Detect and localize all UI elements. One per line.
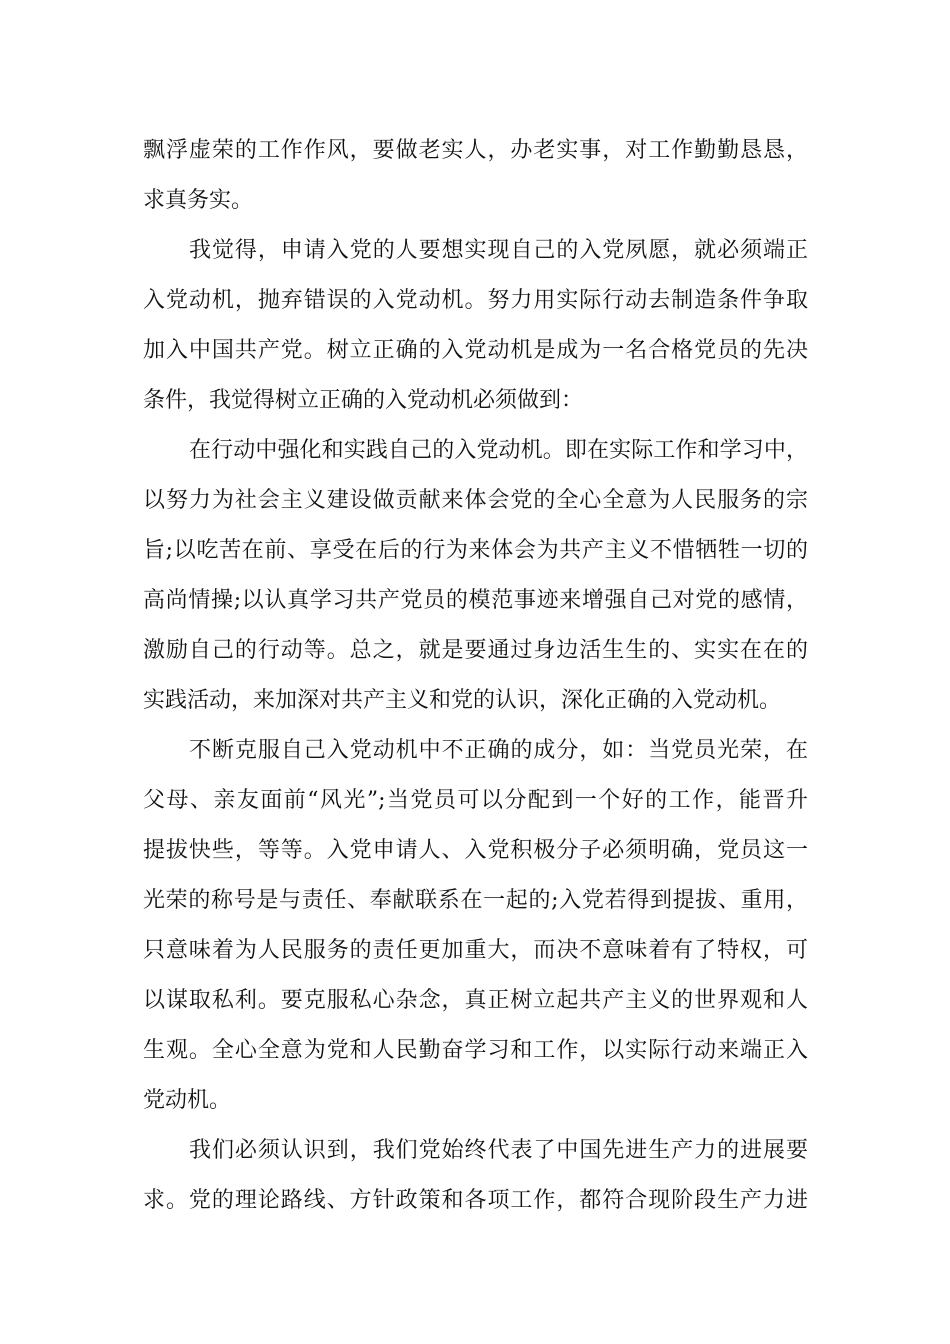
text-line: 只意味着为人民服务的责任更加重大，而决不意味着有了特权，可 <box>143 938 808 963</box>
text-line: 旨;以吃苦在前、享受在后的行为来体会为共产主义不惜牺牲一切的 <box>143 538 808 563</box>
text-line: 光荣的称号是与责任、奉献联系在一起的;入党若得到提拔、重用， <box>143 888 808 913</box>
text-line: 高尚情操;以认真学习共产党员的模范事迹来增强自己对党的感情， <box>143 588 808 613</box>
text-line: 生观。全心全意为党和人民勤奋学习和工作，以实际行动来端正入 <box>143 1038 808 1063</box>
text-line: 不断克服自己入党动机中不正确的成分，如：当党员光荣，在 <box>189 738 808 763</box>
text-line: 入党动机，抛弃错误的入党动机。努力用实际行动去制造条件争取 <box>143 288 808 313</box>
text-line: 提拔快些，等等。入党申请人、入党积极分子必须明确，党员这一 <box>143 838 808 863</box>
text-line: 以努力为社会主义建设做贡献来体会党的全心全意为人民服务的宗 <box>143 488 808 513</box>
text-line: 实践活动，来加深对共产主义和党的认识，深化正确的入党动机。 <box>143 688 782 713</box>
text-line: 加入中国共产党。树立正确的入党动机是成为一名合格党员的先决 <box>143 338 808 363</box>
text-line: 我们必须认识到，我们党始终代表了中国先进生产力的进展要 <box>189 1138 808 1163</box>
text-line: 激励自己的行动等。总之，就是要通过身边活生生的、实实在在的 <box>143 638 808 663</box>
text-line: 我觉得，申请入党的人要想实现自己的入党夙愿，就必须端正 <box>189 238 808 263</box>
text-line: 以谋取私利。要克服私心杂念，真正树立起共产主义的世界观和人 <box>143 988 808 1013</box>
text-line: 父母、亲友面前“风光”;当党员可以分配到一个好的工作，能晋升 <box>143 788 808 813</box>
text-line: 在行动中强化和实践自己的入党动机。即在实际工作和学习中， <box>189 438 808 463</box>
text-line: 党动机。 <box>143 1088 232 1113</box>
text-line: 求真务实。 <box>143 188 254 213</box>
text-line: 飘浮虚荣的工作作风，要做老实人，办老实事，对工作勤勤恳恳， <box>143 138 808 163</box>
text-line: 求。党的理论路线、方针政策和各项工作，都符合现阶段生产力进 <box>143 1188 808 1213</box>
text-line: 条件，我觉得树立正确的入党动机必须做到： <box>143 388 584 413</box>
